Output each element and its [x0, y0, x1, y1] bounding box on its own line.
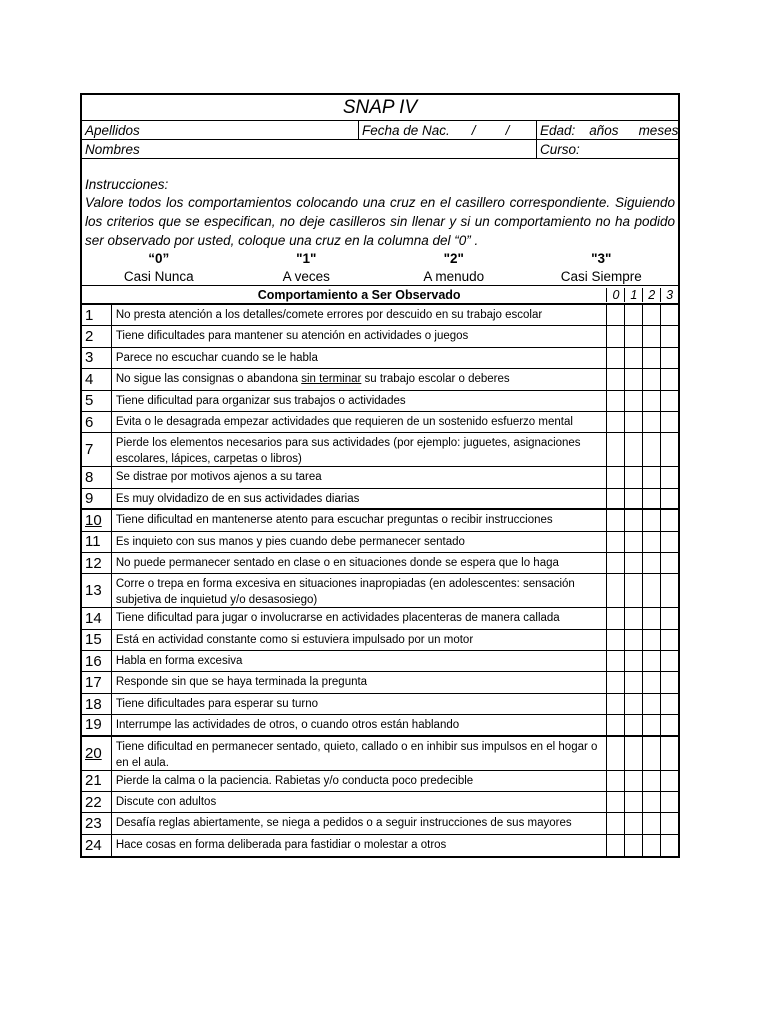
- fecha-sep-1: /: [471, 122, 476, 138]
- score-box-2[interactable]: [642, 348, 660, 368]
- score-box-3[interactable]: [660, 715, 678, 734]
- scale-label: Casi Nunca: [123, 269, 194, 284]
- item-number: 21: [82, 771, 112, 791]
- item-number: 10: [82, 510, 112, 530]
- score-box-1[interactable]: [624, 672, 642, 692]
- score-box-2[interactable]: [642, 391, 660, 411]
- score-box-0[interactable]: [606, 715, 624, 734]
- item-text: Es muy olvidadizo de en sus actividades diarias: [115, 492, 360, 505]
- item-number: 3: [82, 348, 112, 368]
- item-text-content: [116, 371, 510, 387]
- score-box-0[interactable]: [606, 630, 624, 650]
- item-text: No puede permanecer sentado en clase o en situaciones donde se espera que lo haga: [115, 556, 559, 569]
- item-text: Habla en forma excesiva: [115, 655, 243, 668]
- score-box-3[interactable]: [660, 672, 678, 692]
- item-number: 20: [82, 737, 112, 770]
- score-box-0[interactable]: [606, 737, 624, 770]
- rating-scale: [85, 250, 675, 286]
- score-box-0[interactable]: [606, 467, 624, 487]
- meses-label: meses: [638, 122, 679, 138]
- item-text-post: su trabajo escolar o deberes: [361, 373, 510, 386]
- table-row: [82, 813, 678, 834]
- scale-1: [233, 250, 381, 286]
- snap-iv-form: [80, 93, 680, 858]
- item-text: Discute con adultos: [115, 796, 217, 809]
- score-box-2[interactable]: [642, 489, 660, 508]
- item-number: 24: [82, 835, 112, 856]
- score-box-2[interactable]: [642, 412, 660, 432]
- score-box-0[interactable]: [606, 608, 624, 628]
- item-text: Evita o le desagrada empezar actividades que requieren de un sostenido esfuerzo mental: [115, 415, 573, 428]
- score-box-1[interactable]: [624, 574, 642, 607]
- item-text: Desafía reglas abiertamente, se niega a pedidos o a seguir instrucciones de sus mayores: [115, 817, 572, 830]
- item-number: 16: [82, 651, 112, 671]
- score-box-2[interactable]: [642, 305, 660, 325]
- score-box-2[interactable]: [642, 694, 660, 714]
- item-text: Tiene dificultad para jugar o involucrarse en actividades placenteras de manera callada: [115, 612, 560, 625]
- score-box-1[interactable]: [624, 792, 642, 812]
- item-number: 15: [82, 630, 112, 650]
- fecha-nac-label: Fecha de Nac.: [362, 122, 450, 138]
- score-box-2[interactable]: [642, 771, 660, 791]
- item-text: Interrumpe las actividades de otros, o cuando otros están hablando: [115, 719, 460, 732]
- header-label: Comportamiento a Ser Observado: [257, 287, 461, 302]
- item-number: 9: [82, 489, 112, 508]
- score-box-3[interactable]: [660, 467, 678, 487]
- score-box-2[interactable]: [642, 433, 660, 466]
- score-box-3[interactable]: [660, 574, 678, 607]
- score-box-3[interactable]: [660, 391, 678, 411]
- score-box-3[interactable]: [660, 553, 678, 573]
- score-box-0[interactable]: [606, 369, 624, 389]
- item-text: Se distrae por motivos ajenos a su tarea: [115, 471, 322, 484]
- score-box-3[interactable]: [660, 369, 678, 389]
- score-box-1[interactable]: [624, 651, 642, 671]
- anos-label: años: [589, 122, 619, 138]
- info-row-1: [82, 121, 678, 140]
- items-table: [82, 305, 678, 856]
- table-row: [82, 835, 678, 856]
- table-row: [82, 326, 678, 347]
- score-box-0[interactable]: [606, 672, 624, 692]
- score-box-3[interactable]: [660, 489, 678, 508]
- table-row: [82, 574, 678, 608]
- item-text: Pierde los elementos necesarios para sus actividades (por ejemplo: juguetes, asignaciones escolares, lápices, carpetas o libros): [115, 437, 581, 466]
- score-box-1[interactable]: [624, 305, 642, 325]
- table-row: [82, 792, 678, 813]
- table-row: [82, 305, 678, 326]
- score-box-3[interactable]: [660, 737, 678, 770]
- score-box-3[interactable]: [660, 771, 678, 791]
- item-number: 8: [82, 467, 112, 487]
- table-row: [82, 771, 678, 792]
- table-row: [82, 412, 678, 433]
- item-number: 12: [82, 553, 112, 573]
- header-score-3: 3: [660, 288, 678, 302]
- score-box-2[interactable]: [642, 651, 660, 671]
- score-box-0[interactable]: [606, 553, 624, 573]
- table-row: [82, 510, 678, 531]
- item-text: Tiene dificultades para mantener su atención en actividades o juegos: [115, 330, 469, 343]
- score-box-0[interactable]: [606, 326, 624, 346]
- table-row: [82, 553, 678, 574]
- scale-code: "3": [591, 251, 612, 266]
- header-score-0: 0: [606, 288, 624, 302]
- table-row: [82, 391, 678, 412]
- table-header: [82, 286, 678, 305]
- score-box-3[interactable]: [660, 835, 678, 856]
- scale-3: [528, 250, 676, 286]
- score-box-3[interactable]: [660, 608, 678, 628]
- instructions-block: [82, 159, 678, 286]
- scale-label: A veces: [282, 269, 330, 284]
- score-box-2[interactable]: [642, 553, 660, 573]
- info-row-2: [82, 140, 678, 159]
- table-row: [82, 532, 678, 553]
- item-number: 6: [82, 412, 112, 432]
- score-box-0[interactable]: [606, 792, 624, 812]
- score-box-2[interactable]: [642, 792, 660, 812]
- item-text-underlined: sin terminar: [301, 373, 362, 386]
- table-row: [82, 630, 678, 651]
- score-box-2[interactable]: [642, 574, 660, 607]
- score-box-0[interactable]: [606, 348, 624, 368]
- score-box-2[interactable]: [642, 510, 660, 530]
- item-text: Tiene dificultad en permanecer sentado, quieto, callado o en inhibir sus impulsos en el hogar o en el aula.: [115, 740, 598, 769]
- item-number: 1: [82, 305, 112, 325]
- score-box-0[interactable]: [606, 391, 624, 411]
- scale-0: [85, 250, 233, 286]
- item-number: 18: [82, 694, 112, 714]
- score-box-2[interactable]: [642, 813, 660, 833]
- score-box-0[interactable]: [606, 651, 624, 671]
- curso-field[interactable]: Curso:: [536, 140, 678, 158]
- score-box-1[interactable]: [624, 630, 642, 650]
- fecha-sep-2: /: [505, 122, 510, 138]
- item-text: Tiene dificultad en mantenerse atento para escuchar preguntas o recibir instrucciones: [115, 514, 553, 527]
- item-text: Tiene dificultades para esperar su turno: [115, 697, 319, 710]
- item-number: 22: [82, 792, 112, 812]
- score-box-0[interactable]: [606, 510, 624, 530]
- score-box-2[interactable]: [642, 715, 660, 734]
- instructions-text: Valore todos los comportamientos colocando una cruz en el casillero correspondiente. Siguiendo los criterios que se especifican, no deje casilleros sin llenar y si un comportamiento no ha podido ser observado por usted, coloque una cruz en la columna del “0” .: [85, 195, 675, 248]
- item-text: Parece no escuchar cuando se le habla: [115, 351, 318, 364]
- score-box-3[interactable]: [660, 412, 678, 432]
- score-box-1[interactable]: [624, 608, 642, 628]
- score-box-3[interactable]: [660, 694, 678, 714]
- score-box-3[interactable]: [660, 433, 678, 466]
- item-number: 11: [82, 532, 112, 552]
- item-text: Es inquieto con sus manos y pies cuando debe permanecer sentado: [115, 535, 465, 548]
- apellidos-field[interactable]: Apellidos: [85, 122, 140, 138]
- score-box-2[interactable]: [642, 608, 660, 628]
- score-box-0[interactable]: [606, 694, 624, 714]
- table-row: [82, 348, 678, 369]
- item-text: Está en actividad constante como si estuviera impulsado por un motor: [115, 633, 474, 646]
- edad-label: Edad:: [540, 122, 576, 138]
- scale-label: Casi Siempre: [560, 269, 642, 284]
- score-box-3[interactable]: [660, 813, 678, 833]
- form-title: SNAP IV: [82, 95, 678, 121]
- item-number: 14: [82, 608, 112, 628]
- item-text: [112, 369, 607, 389]
- score-box-1[interactable]: [624, 510, 642, 530]
- item-text: Corre o trepa en forma excesiva en situaciones inapropiadas (en adolescentes: sensación subjetiva de inquietud y/o desasosiego): [115, 578, 575, 607]
- score-box-1[interactable]: [624, 433, 642, 466]
- instructions-title: Instrucciones:: [85, 177, 169, 192]
- score-box-1[interactable]: [624, 369, 642, 389]
- item-number: 2: [82, 326, 112, 346]
- score-box-0[interactable]: [606, 574, 624, 607]
- score-box-2[interactable]: [642, 672, 660, 692]
- table-row: [82, 369, 678, 390]
- header-score-1: 1: [624, 288, 642, 302]
- score-box-3[interactable]: [660, 532, 678, 552]
- table-row: [82, 715, 678, 736]
- score-box-3[interactable]: [660, 326, 678, 346]
- scale-code: "1": [296, 251, 317, 266]
- score-box-1[interactable]: [624, 835, 642, 856]
- item-number: 7: [82, 433, 112, 466]
- nombres-field[interactable]: Nombres: [85, 141, 140, 157]
- score-box-0[interactable]: [606, 532, 624, 552]
- score-box-1[interactable]: [624, 737, 642, 770]
- score-box-0[interactable]: [606, 305, 624, 325]
- item-number: 17: [82, 672, 112, 692]
- edad-field[interactable]: [536, 121, 678, 139]
- score-box-1[interactable]: [624, 771, 642, 791]
- table-row: [82, 737, 678, 771]
- score-box-1[interactable]: [624, 348, 642, 368]
- scale-code: “0”: [148, 251, 170, 266]
- score-box-3[interactable]: [660, 305, 678, 325]
- table-row: [82, 433, 678, 467]
- score-box-3[interactable]: [660, 630, 678, 650]
- score-box-0[interactable]: [606, 771, 624, 791]
- score-box-0[interactable]: [606, 835, 624, 856]
- scale-label: A menudo: [423, 269, 485, 284]
- score-box-0[interactable]: [606, 489, 624, 508]
- item-number: 19: [82, 715, 112, 734]
- table-row: [82, 651, 678, 672]
- score-box-1[interactable]: [624, 813, 642, 833]
- score-box-1[interactable]: [624, 532, 642, 552]
- scale-2: [380, 250, 528, 286]
- score-box-2[interactable]: [642, 737, 660, 770]
- score-box-1[interactable]: [624, 326, 642, 346]
- score-box-3[interactable]: [660, 651, 678, 671]
- score-box-0[interactable]: [606, 412, 624, 432]
- fecha-nac-field[interactable]: [358, 121, 536, 139]
- score-box-3[interactable]: [660, 792, 678, 812]
- item-number: 4: [82, 369, 112, 389]
- item-text: Tiene dificultad para organizar sus trabajos o actividades: [115, 394, 406, 407]
- score-box-3[interactable]: [660, 348, 678, 368]
- score-box-2[interactable]: [642, 630, 660, 650]
- item-number: 13: [82, 574, 112, 607]
- score-box-1[interactable]: [624, 489, 642, 508]
- header-score-2: 2: [642, 288, 660, 302]
- table-row: [82, 608, 678, 629]
- item-number: 23: [82, 813, 112, 833]
- score-box-1[interactable]: [624, 412, 642, 432]
- table-row: [82, 694, 678, 715]
- item-text-pre: No sigue las consignas o abandona: [115, 373, 302, 386]
- score-box-1[interactable]: [624, 553, 642, 573]
- item-number: 5: [82, 391, 112, 411]
- scale-code: "2": [443, 251, 464, 266]
- score-box-1[interactable]: [624, 467, 642, 487]
- score-box-2[interactable]: [642, 467, 660, 487]
- item-text: Responde sin que se haya terminada la pregunta: [115, 676, 368, 689]
- score-box-1[interactable]: [624, 694, 642, 714]
- score-box-2[interactable]: [642, 326, 660, 346]
- score-box-2[interactable]: [642, 369, 660, 389]
- score-box-2[interactable]: [642, 835, 660, 856]
- item-text: No presta atención a los detalles/comete errores por descuido en su trabajo escolar: [115, 309, 543, 321]
- score-box-2[interactable]: [642, 532, 660, 552]
- table-row: [82, 467, 678, 488]
- score-box-3[interactable]: [660, 510, 678, 530]
- score-box-1[interactable]: [624, 391, 642, 411]
- score-box-1[interactable]: [624, 715, 642, 734]
- score-box-0[interactable]: [606, 813, 624, 833]
- item-text: Pierde la calma o la paciencia. Rabietas y/o conducta poco predecible: [115, 774, 474, 787]
- table-row: [82, 672, 678, 693]
- table-row: [82, 489, 678, 510]
- score-box-0[interactable]: [606, 433, 624, 466]
- item-text: Hace cosas en forma deliberada para fastidiar o molestar a otros: [115, 838, 447, 851]
